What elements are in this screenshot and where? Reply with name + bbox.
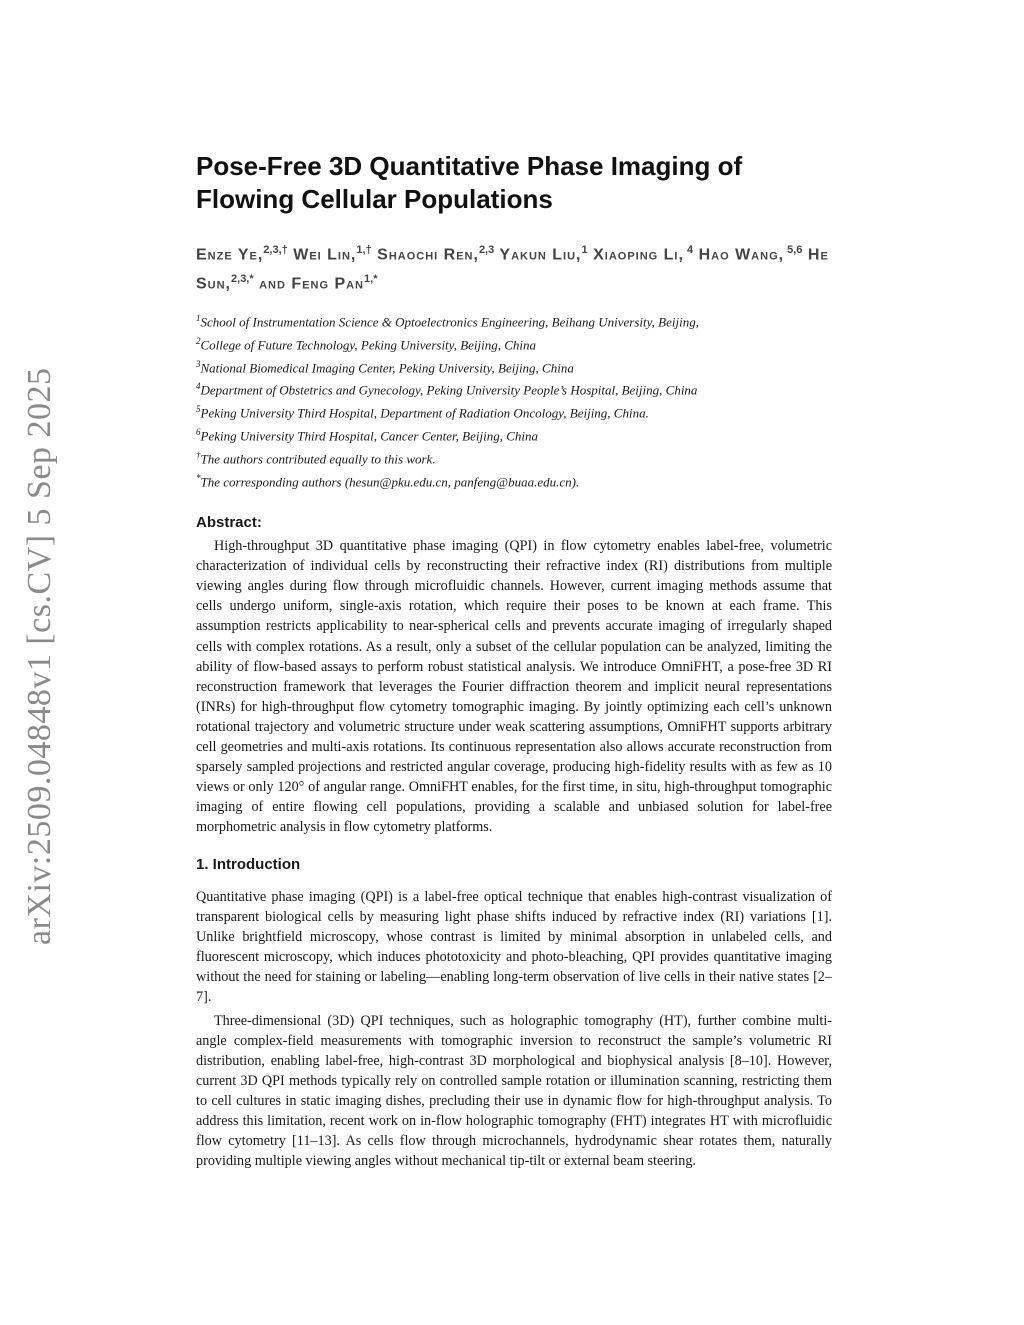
affiliation-line (196, 309, 832, 332)
author-affiliation-marks: 1,† (356, 244, 372, 256)
affiliation-mark: 1 (196, 312, 201, 323)
paper-title: Pose-Free 3D Quantitative Phase Imaging of Flowing Cellular Populations (196, 151, 743, 214)
introduction-paragraph: Three-dimensional (3D) QPI techniques, such as holographic tomography (HT), further combine multi-angle complex-field measurements with tomographic inversion to reconstruct the sample’s volumetric RI distribution, enabling label-free, high-contrast 3D morphological and biophysical analysis [8–10]. However, current 3D QPI methods typically rely on controlled sample rotation or illumination scanning, restricting them to cell cultures in static imaging dishes, precluding their use in dynamic flow for high-throughput analysis. To address this limitation, recent work on in-flow holographic tomography (FHT) integrates HT with microfluidic flow cytometry [11–13]. As cells flow through microchannels, hydrodynamic shear rotates them, naturally providing multiple viewing angles without mechanical tip-tilt or external beam steering. (196, 1013, 832, 1170)
author-name: Shaochi Ren, (377, 246, 479, 264)
author-name: and Feng Pan (259, 275, 365, 293)
author-affiliation-marks: 5,6 (784, 244, 803, 256)
author-name: Xiaoping Li, (593, 246, 684, 264)
affiliation-text: Peking University Third Hospital, Department of Radiation Oncology, Beijing, China. (200, 405, 649, 421)
affiliation-list (196, 309, 832, 492)
affiliation-text: School of Instrumentation Science & Optoelectronics Engineering, Beihang University, Beijing, (200, 313, 699, 329)
affiliation-text: Peking University Third Hospital, Cancer Center, Beijing, China (200, 428, 538, 444)
affiliation-mark: 4 (196, 381, 201, 392)
introduction-paragraph: Quantitative phase imaging (QPI) is a label-free optical technique that enables high-contrast visualization of transparent biological cells by measuring light phase shifts induced by refractive index (RI) variations [1]. Unlike brightfield microscopy, whose contrast is limited by minimal absorption in unlabeled cells, and fluorescent microscopy, which induces phototoxicity and photo-bleaching, QPI provides quantitative imaging without the need for staining or labeling—enabling long-term observation of live cells in their native states [2–7]. (196, 889, 832, 1006)
author-affiliation-marks: 2,3,* (231, 273, 254, 286)
author-name: He Sun, (196, 246, 829, 293)
affiliation-text: The corresponding authors (hesun@pku.edu.cn, panfeng@buaa.edu.cn). (200, 474, 580, 490)
affiliation-text: Department of Obstetrics and Gynecology, Peking University People’s Hospital, Beijing, China (200, 382, 698, 398)
affiliation-line (196, 355, 832, 378)
affiliation-mark: † (196, 450, 201, 461)
affiliation-line (196, 400, 832, 423)
affiliation-mark: 3 (196, 358, 201, 369)
abstract-heading: Abstract: (196, 514, 262, 532)
abstract-body: High-throughput 3D quantitative phase imaging (QPI) in flow cytometry enables label-free, volumetric characterization of individual cells by reconstructing their refractive index (RI) distributions from multiple viewing angles during flow through microfluidic channels. However, current imaging methods assume that cells undergo uniform, single-axis rotation, which require their poses to be known at each frame. This assumption restricts applicability to near-spherical cells and prevents accurate imaging of irregularly shaped cells with complex rotations. As a result, only a subset of the cellular population can be analyzed, limiting the ability of flow-based assays to perform robust statistical analysis. We introduce OmniFHT, a pose-free 3D RI reconstruction framework that leverages the Fourier diffraction theorem and implicit neural representations (INRs) for high-throughput flow cytometry tomographic imaging. By jointly optimizing each cell’s unknown rotational trajectory and volumetric structure under weak scattering assumptions, OmniFHT supports arbitrary cell geometries and multi-axis rotations. Its continuous representation also allows accurate reconstruction from sparsely sampled projections and restricted angular coverage, producing high-fidelity results with as few as 10 views or only 120° of angular range. OmniFHT enables, for the first time, in situ, high-throughput tomographic imaging of entire flowing cell populations, providing a scalable and unbiased solution for label-free morphometric analysis in flow cytometry platforms. (196, 538, 832, 836)
author-name: Enze Ye, (196, 246, 264, 264)
affiliation-text: National Biomedical Imaging Center, Peking University, Beijing, China (200, 359, 574, 375)
author-name: Wei Lin, (293, 246, 357, 264)
affiliation-text: College of Future Technology, Peking University, Beijing, China (200, 336, 537, 352)
affiliation-line (196, 469, 832, 492)
arxiv-identifier-stamp: arXiv:2509.04848v1 [cs.CV] 5 Sep 2025 (21, 367, 58, 945)
affiliation-mark: 6 (196, 427, 201, 438)
paper-page (196, 150, 832, 1171)
author-affiliation-marks: 1 (581, 244, 588, 256)
affiliation-line (196, 446, 832, 469)
author-list (196, 238, 832, 297)
affiliation-mark: * (196, 473, 201, 484)
affiliation-line (196, 423, 832, 446)
author-affiliation-marks: 1,* (364, 273, 378, 286)
affiliation-mark: 5 (196, 404, 201, 415)
affiliation-text: The authors contributed equally to this work. (200, 451, 436, 467)
affiliation-line (196, 332, 832, 355)
introduction-heading: 1. Introduction (196, 856, 301, 874)
author-name: Hao Wang, (698, 246, 785, 264)
affiliation-mark: 2 (196, 335, 201, 346)
author-name: Yakun Liu, (499, 246, 582, 264)
author-affiliation-marks: 2,3 (478, 244, 495, 256)
author-affiliation-marks: 2,3,† (263, 244, 288, 256)
author-affiliation-marks: 4 (683, 244, 694, 256)
affiliation-line (196, 377, 832, 400)
